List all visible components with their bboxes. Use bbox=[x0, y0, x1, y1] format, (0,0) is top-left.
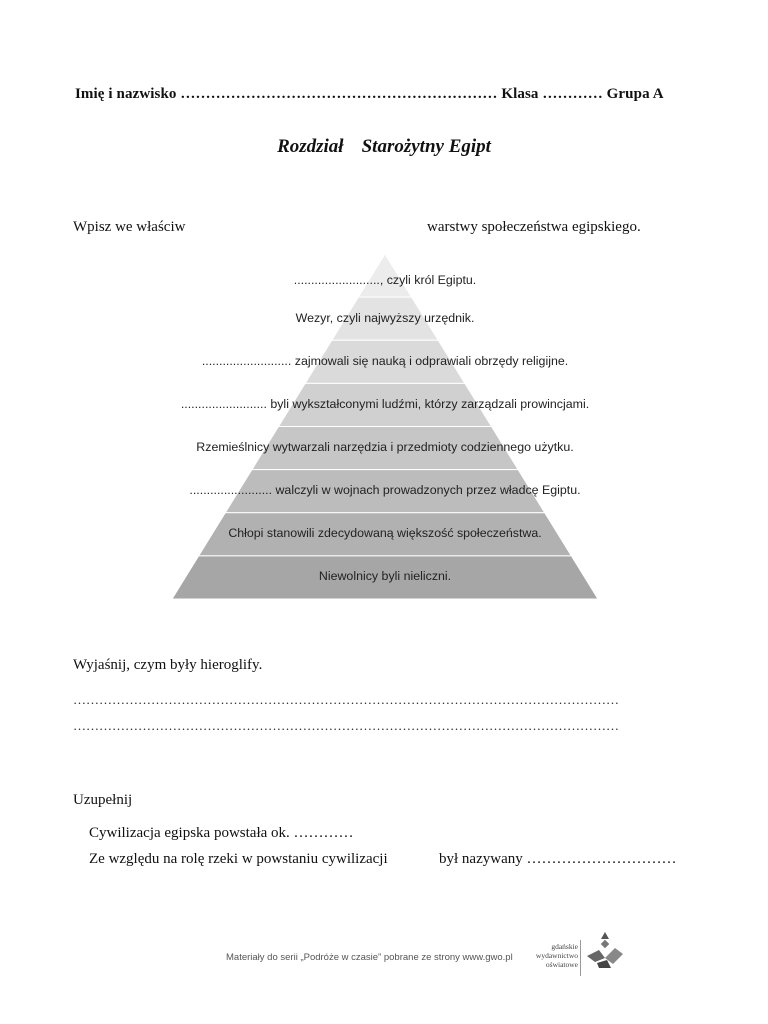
fill-sentence-2-right[interactable]: był nazywany ………………………… bbox=[439, 851, 677, 867]
page-title bbox=[0, 136, 768, 158]
answer-line-1[interactable]: ……………………………………………………………………………………………………………… bbox=[73, 692, 619, 707]
fill-sentence-1[interactable]: Cywilizacja egipska powstała ok. ………… bbox=[89, 825, 354, 841]
pyramid-label-8: Niewolnicy byli nieliczni. bbox=[318, 569, 452, 584]
pyramid-label-4[interactable]: ......................... byli wykształconymi ludźmi, którzy zarządzali prowincjami. bbox=[180, 396, 590, 411]
social-pyramid bbox=[172, 254, 598, 599]
pyramid-label-2: Wezyr, czyli najwyższy urzędnik. bbox=[295, 310, 475, 325]
task1-instruction-left: Wpisz we właściw bbox=[73, 219, 186, 235]
pyramid-label-1[interactable]: ........................., czyli król Egiptu. bbox=[293, 272, 477, 287]
class-label: Klasa bbox=[501, 86, 539, 102]
task2-prompt: Wyjaśnij, czym były hieroglify. bbox=[73, 657, 263, 673]
chapter-label: Rozdział bbox=[277, 136, 344, 157]
name-field[interactable]: ……………………………………………………… bbox=[180, 86, 498, 102]
publisher-logo-icon bbox=[585, 930, 625, 970]
publisher-name: gdańskie wydawnictwo oświatowe bbox=[535, 942, 578, 969]
pyramid-label-7: Chłopi stanowili zdecydowaną większość społeczeństwa. bbox=[228, 526, 542, 541]
task1-instruction-right: warstwy społeczeństwa egipskiego. bbox=[427, 219, 641, 235]
student-info-line bbox=[75, 86, 664, 103]
chapter-name: Starożytny Egipt bbox=[361, 136, 491, 157]
pyramid-label-6[interactable]: ........................ walczyli w wojnach prowadzonych przez władcę Egiptu. bbox=[189, 483, 581, 498]
fill-sentence-2-left: Ze względu na rolę rzeki w powstaniu cywilizacji bbox=[89, 851, 388, 867]
name-label: Imię i nazwisko bbox=[75, 86, 177, 102]
pyramid-label-5: Rzemieślnicy wytwarzali narzędzia i przedmioty codziennego użytku. bbox=[196, 440, 574, 455]
task3-prompt: Uzupełnij bbox=[73, 792, 133, 808]
footer-divider bbox=[580, 940, 581, 976]
footer-note: Materiały do serii „Podróże w czasie” pobrane ze strony www.gwo.pl bbox=[226, 952, 513, 963]
answer-line-2[interactable]: ……………………………………………………………………………………………………………… bbox=[73, 718, 619, 733]
class-field[interactable]: ………… bbox=[542, 86, 603, 102]
group-label: Grupa A bbox=[606, 86, 664, 102]
pyramid-label-3[interactable]: .......................... zajmowali się nauką i odprawiali obrzędy religijne. bbox=[201, 353, 569, 368]
